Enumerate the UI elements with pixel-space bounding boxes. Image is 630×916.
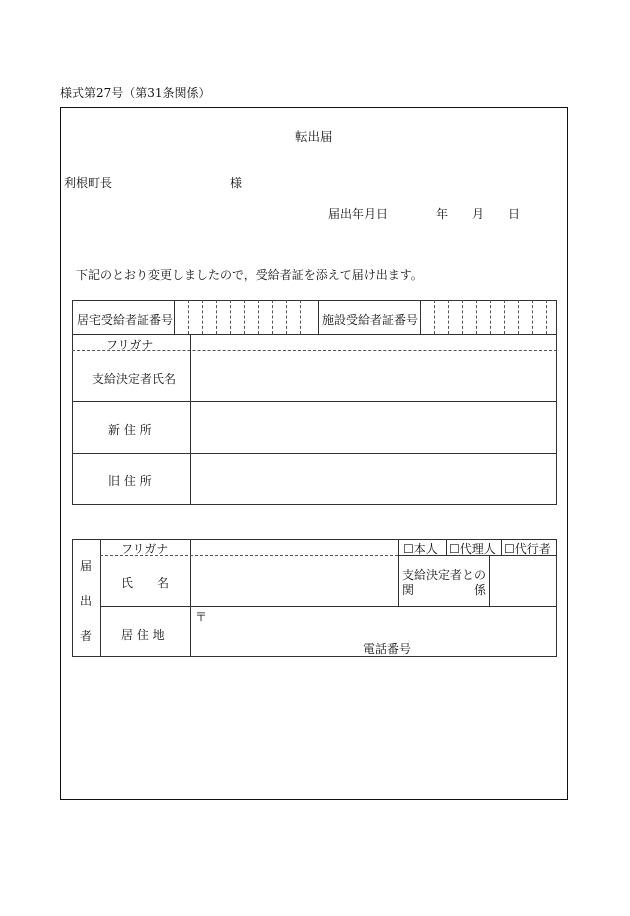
applicant-side-label-1: 届 (80, 559, 93, 573)
table-rule (318, 300, 319, 334)
phone-number-field[interactable] (414, 638, 556, 656)
date-day-field[interactable] (486, 203, 506, 221)
date-month-field[interactable] (450, 203, 470, 221)
relation-option-agent[interactable]: ☐代理人 (449, 542, 496, 556)
date-day-label: 日 (508, 207, 521, 221)
table-rule (501, 539, 502, 555)
phone-label: 電話番号 (363, 642, 412, 656)
residence-address-field[interactable] (210, 607, 556, 637)
form-number: 様式第27号（第31条関係） (60, 86, 211, 100)
date-month-label: 月 (472, 207, 485, 221)
old-address-label: 旧 住 所 (108, 474, 152, 488)
new-address-field[interactable] (191, 402, 556, 453)
date-year-field[interactable] (400, 203, 434, 221)
addressee-office: 利根町長 (64, 176, 113, 190)
date-year-label: 年 (436, 207, 449, 221)
applicant-name-label: 氏 名 (121, 576, 170, 590)
applicant-furigana-label: フリガナ (121, 542, 169, 556)
recipient-name-label: 支給決定者氏名 (92, 372, 177, 386)
postal-mark: 〒 (195, 610, 208, 624)
new-address-label: 新 住 所 (108, 423, 152, 437)
old-address-field[interactable] (191, 454, 556, 504)
home-cert-number-field[interactable] (175, 301, 318, 333)
relation-label-line1: 支給決定者との (402, 568, 487, 582)
applicant-side-label-3: 者 (80, 629, 93, 643)
recipient-name-field[interactable] (191, 351, 556, 401)
furigana-field[interactable] (191, 335, 556, 350)
relation-option-self[interactable]: ☐本人 (403, 542, 438, 556)
home-cert-label: 居宅受給者証番号 (77, 313, 174, 327)
furigana-label: フリガナ (106, 338, 154, 352)
applicant-side-label-2: 出 (80, 594, 93, 608)
relation-label-line2-b: 係 (474, 583, 487, 597)
date-label: 届出年月日 (328, 207, 389, 221)
addressee-name-field[interactable] (115, 172, 225, 190)
residence-label: 居 住 地 (121, 628, 165, 642)
applicant-name-field[interactable] (191, 556, 398, 606)
table-rule (398, 539, 399, 606)
facility-cert-number-field[interactable] (421, 301, 556, 333)
relation-option-proxy[interactable]: ☐代行者 (504, 542, 551, 556)
facility-cert-label: 施設受給者証番号 (322, 313, 419, 327)
statement-text: 下記のとおり変更しましたので，受給者証を添えて届け出ます。 (76, 268, 423, 282)
table-rule (100, 539, 101, 657)
addressee-honorific: 様 (230, 176, 243, 190)
applicant-furigana-field[interactable] (191, 540, 398, 555)
table-rule (446, 539, 447, 555)
form-title: 転出届 (295, 129, 333, 144)
relation-label-line2-a: 関 (402, 583, 415, 597)
relation-detail-field[interactable] (490, 556, 556, 606)
